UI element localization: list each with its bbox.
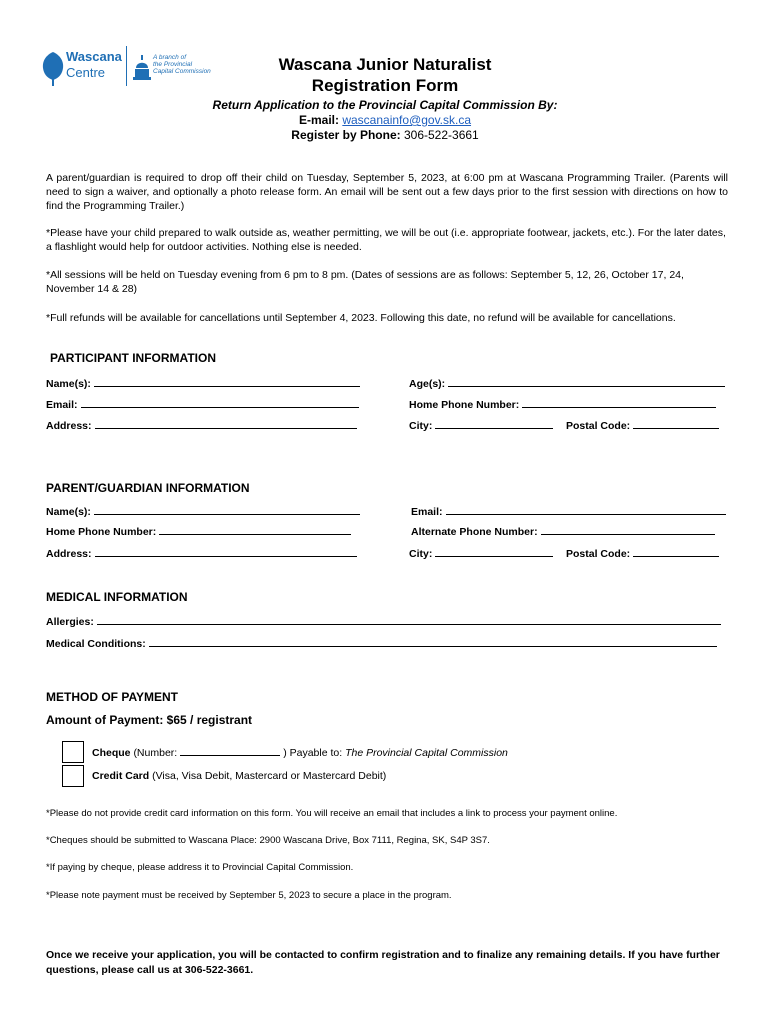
form-title: Wascana Junior Naturalist Registration Form (278, 55, 492, 95)
email-link[interactable]: wascanainfo@gov.sk.ca (342, 113, 472, 127)
wascana-logo-text: Wascana Centre (66, 49, 122, 80)
allergies-field[interactable]: Allergies: (46, 614, 721, 628)
participant-postal-field[interactable]: Postal Code: (566, 418, 719, 432)
participant-age-field[interactable]: Age(s): (409, 376, 725, 390)
participant-city-field[interactable]: City: (409, 418, 553, 432)
participant-email-field[interactable]: Email: (46, 397, 359, 411)
payment-amount: Amount of Payment: $65 / registrant (46, 713, 253, 727)
participant-address-field[interactable]: Address: (46, 418, 357, 432)
cheque-option: Cheque (Number: ) Payable to: The Provincial Capital Commission (92, 747, 508, 759)
medical-heading: MEDICAL INFORMATION (46, 590, 188, 604)
parent-city-field[interactable]: City: (409, 546, 553, 560)
parent-postal-field[interactable]: Postal Code: (566, 546, 719, 560)
note-cheque-address: *Cheques should be submitted to Wascana Place: 2900 Wascana Drive, Box 7111, Regina, SK, S4P 3S7. (46, 835, 490, 846)
credit-card-checkbox[interactable] (62, 765, 84, 787)
parent-alt-phone-field[interactable]: Alternate Phone Number: (411, 524, 715, 538)
participant-names-field[interactable]: Name(s): (46, 376, 360, 390)
parent-email-field[interactable]: Email: (411, 504, 726, 518)
prep-note: *Please have your child prepared to walk outside as, weather permitting, we will be out (i.e. appropriate footwear, jackets, etc.). For the later dates, a flashlight would help for outdoor activities. Nothing else is needed. (46, 227, 726, 253)
intro-paragraph: A parent/guardian is required to drop off their child on Tuesday, September 5, 2023, at 6:00 pm at Wascana Programming Trailer. (Parents will need to sign a waiver, and optionally a photo release form. An email will be sent out a few days prior to the first session with directions on how to find the Programming Trailer.) (46, 172, 728, 212)
credit-card-option: Credit Card (Visa, Visa Debit, Mastercard or Mastercard Debit) (92, 770, 387, 782)
medical-conditions-field[interactable]: Medical Conditions: (46, 636, 717, 650)
participant-home-phone-field[interactable]: Home Phone Number: (409, 397, 716, 411)
participant-heading: PARTICIPANT INFORMATION (50, 351, 216, 365)
pcc-branch-text: A branch of the Provincial Capital Commission (153, 54, 211, 75)
note-payment-deadline: *Please note payment must be received by September 5, 2023 to secure a place in the program. (46, 890, 452, 901)
sessions-note: *All sessions will be held on Tuesday evening from 6 pm to 8 pm. (Dates of sessions are as follows: September 5, 12, 26, October 17, 24, November 14 & 28) (46, 269, 684, 295)
parent-heading: PARENT/GUARDIAN INFORMATION (46, 481, 250, 495)
note-cheque-payee: *If paying by cheque, please address it to Provincial Capital Commission. (46, 862, 354, 873)
logo-divider (126, 46, 127, 86)
cheque-number-field[interactable] (180, 746, 280, 756)
wascana-leaf-icon (40, 50, 66, 86)
closing-statement: Once we receive your application, you will be contacted to confirm registration and to finalize any remaining details. If you have further questions, please call us at 306-522-3661. (46, 949, 720, 976)
capitol-dome-icon (133, 54, 151, 80)
payment-heading: METHOD OF PAYMENT (46, 690, 179, 704)
refund-note: *Full refunds will be available for cancellations until September 4, 2023. Following this date, no refund will be available for cancellations. (46, 312, 676, 324)
parent-home-phone-field[interactable]: Home Phone Number: (46, 524, 351, 538)
parent-names-field[interactable]: Name(s): (46, 504, 360, 518)
return-instructions: Return Application to the Provincial Capital Commission By: E-mail: wascanainfo@gov.sk.ca Register by Phone: 306-522-3661 (212, 98, 558, 142)
note-credit-card: *Please do not provide credit card information on this form. You will receive an email that includes a link to process your payment online. (46, 808, 618, 819)
parent-address-field[interactable]: Address: (46, 546, 357, 560)
cheque-checkbox[interactable] (62, 741, 84, 763)
